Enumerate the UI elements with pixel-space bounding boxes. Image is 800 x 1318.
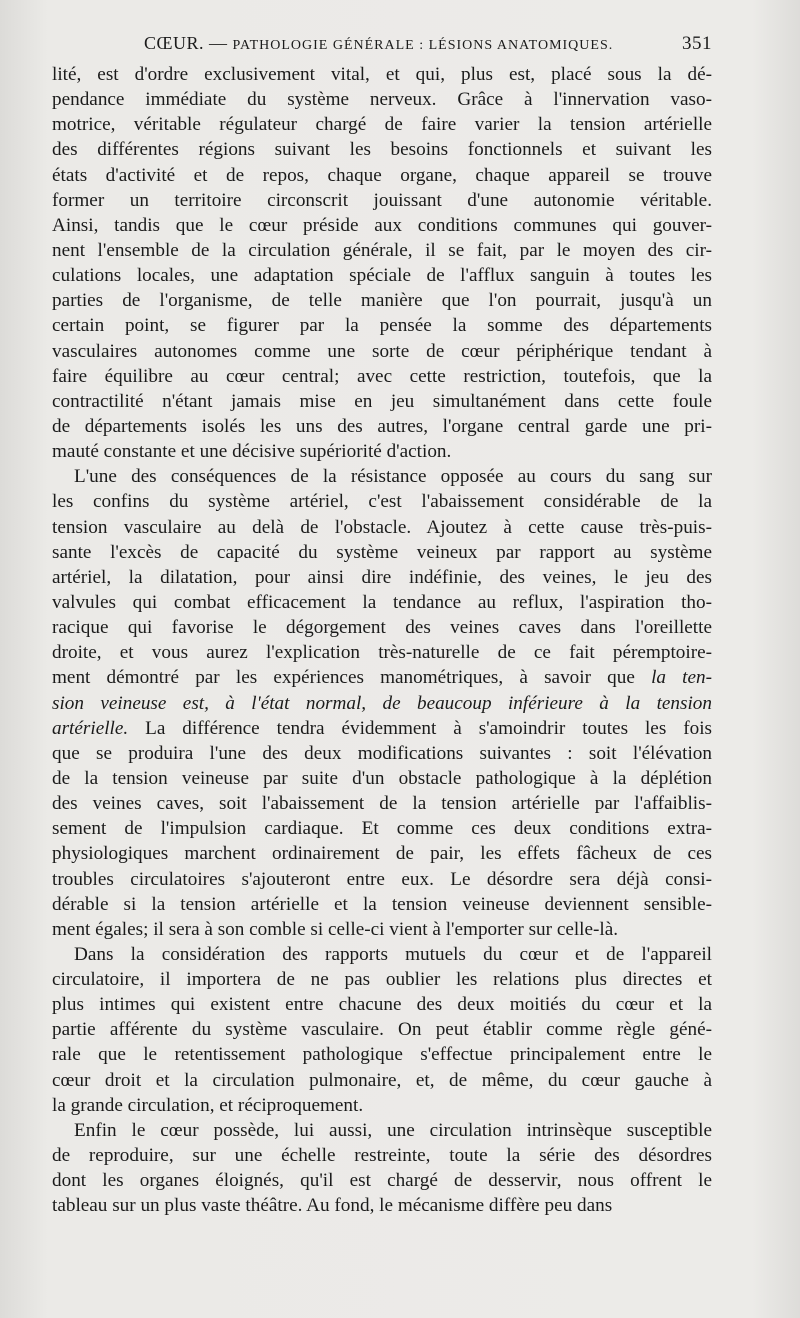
- running-header: [52, 33, 712, 59]
- italic-phrase: sion veineuse est, à l'état normal, de beaucoup inférieure à la tension: [52, 692, 712, 714]
- text-line: motrice, véritable régulateur chargé de faire varier la tension artérielle: [52, 114, 712, 136]
- text-line: mauté constante et une décisive supériorité d'action.: [52, 441, 452, 463]
- text-line: états d'activité et de repos, chaque organe, chaque appareil se trouve: [52, 164, 712, 186]
- text-line: rale que le retentissement pathologique s'effectue principalement entre le: [52, 1044, 712, 1066]
- text-line: [52, 691, 712, 716]
- text-line: que se produira l'une des deux modifications suivantes : soit l'élévation: [52, 742, 712, 764]
- text-line: nent l'ensemble de la circulation générale, il se fait, par le moyen des cir-: [52, 239, 712, 261]
- text-line: former un territoire circonscrit jouissant d'une autonomie véritable.: [52, 189, 712, 211]
- text-line: dont les organes éloignés, qu'il est chargé de desservir, nous offrent le: [52, 1170, 712, 1192]
- text-line: valvules qui combat efficacement la tendance au reflux, l'aspiration tho-: [52, 591, 712, 613]
- header-title: [144, 33, 613, 54]
- text-line: certain point, se figurer par la pensée la somme des départements: [52, 315, 712, 337]
- text-line: contractilité n'étant jamais mise en jeu simultanément dans cette foule: [52, 390, 712, 412]
- text-line: droite, et vous aurez l'explication très-naturelle de ce fait péremptoire-: [52, 642, 712, 664]
- text-line: de la tension veineuse par suite d'un obstacle pathologique à la déplétion: [52, 767, 712, 789]
- header-title-section: PATHOLOGIE GÉNÉRALE : LÉSIONS ANATOMIQUES.: [232, 38, 614, 53]
- text-line: vasculaires autonomes comme une sorte de cœur périphérique tendant à: [52, 340, 712, 362]
- text-line: physiologiques marchent ordinairement de pair, les effets fâcheux de ces: [52, 843, 712, 865]
- text-line: culations locales, une adaptation spéciale de l'afflux sanguin à toutes les: [52, 265, 712, 287]
- text-line: pendance immédiate du système nerveux. Grâce à l'innervation vaso-: [52, 89, 712, 111]
- text-line: sante l'excès de capacité du système veineux par rapport au système: [52, 541, 712, 563]
- text-line: cœur droit et la circulation pulmonaire, et, de même, du cœur gauche à: [52, 1069, 712, 1091]
- text-line: ment égales; il sera à son comble si celle-ci vient à l'emporter sur celle-là.: [52, 918, 619, 940]
- text-line: les confins du système artériel, c'est l'abaissement considérable de la: [52, 491, 712, 513]
- text-line: parties de l'organisme, de telle manière que l'on pourrait, jusqu'à un: [52, 290, 712, 312]
- page-number: 351: [682, 33, 712, 54]
- text-line: racique qui favorise le dégorgement des veines caves dans l'oreillette: [52, 617, 712, 639]
- text-line: tension vasculaire au delà de l'obstacle. Ajoutez à cette cause très-puis-: [52, 516, 712, 538]
- italic-phrase: la ten-: [651, 667, 712, 689]
- text-line: ment démontré par les expériences manométriques, à savoir que la ten-: [52, 667, 712, 689]
- text-line: faire équilibre au cœur central; avec cette restriction, toutefois, que la: [52, 365, 712, 387]
- text-line: la grande circulation, et réciproquement.: [52, 1094, 364, 1116]
- text-line: dérable si la tension artérielle et la tension veineuse deviennent sensible-: [52, 893, 712, 915]
- text-line: plus intimes qui existent entre chacune des deux moitiés du cœur et la: [52, 994, 712, 1016]
- text-line: Ainsi, tandis que le cœur préside aux conditions communes qui gouver-: [52, 214, 712, 236]
- text-line: Dans la considération des rapports mutuels du cœur et de l'appareil: [74, 943, 712, 965]
- text-line: artérielle. La différence tendra évidemment à s'amoindrir toutes les fois: [52, 717, 712, 739]
- text-line: partie afférente du système vasculaire. On peut établir comme règle géné-: [52, 1019, 712, 1041]
- text-line: troubles circulatoires s'ajouteront entre eux. Le désordre sera déjà consi-: [52, 868, 712, 890]
- text-line: circulatoire, il importera de ne pas oublier les relations plus directes et: [52, 969, 712, 991]
- text-line: des veines caves, soit l'abaissement de la tension artérielle par l'affaiblis-: [52, 793, 712, 815]
- text-line: de départements isolés les uns des autres, l'organe central garde une pri-: [52, 415, 712, 437]
- text-line: des différentes régions suivant les besoins fonctionnels et suivant les: [52, 139, 712, 161]
- text-line: artériel, la dilatation, pour ainsi dire indéfinie, des veines, le jeu des: [52, 566, 712, 588]
- body-text: [52, 62, 712, 1218]
- italic-phrase: artérielle.: [52, 717, 129, 739]
- text-line: sement de l'impulsion cardiaque. Et comme ces deux conditions extra-: [52, 818, 712, 840]
- text-line: Enfin le cœur possède, lui aussi, une circulation intrinsèque susceptible: [74, 1119, 712, 1141]
- text-line: de reproduire, sur une échelle restreinte, toute la série des désordres: [52, 1145, 712, 1167]
- header-title-main: CŒUR. —: [144, 33, 233, 53]
- text-line: lité, est d'ordre exclusivement vital, et qui, plus est, placé sous la dé-: [52, 64, 712, 85]
- text-line: tableau sur un plus vaste théâtre. Au fond, le mécanisme diffère peu dans: [52, 1195, 613, 1217]
- text-line: L'une des conséquences de la résistance opposée au cours du sang sur: [74, 466, 712, 488]
